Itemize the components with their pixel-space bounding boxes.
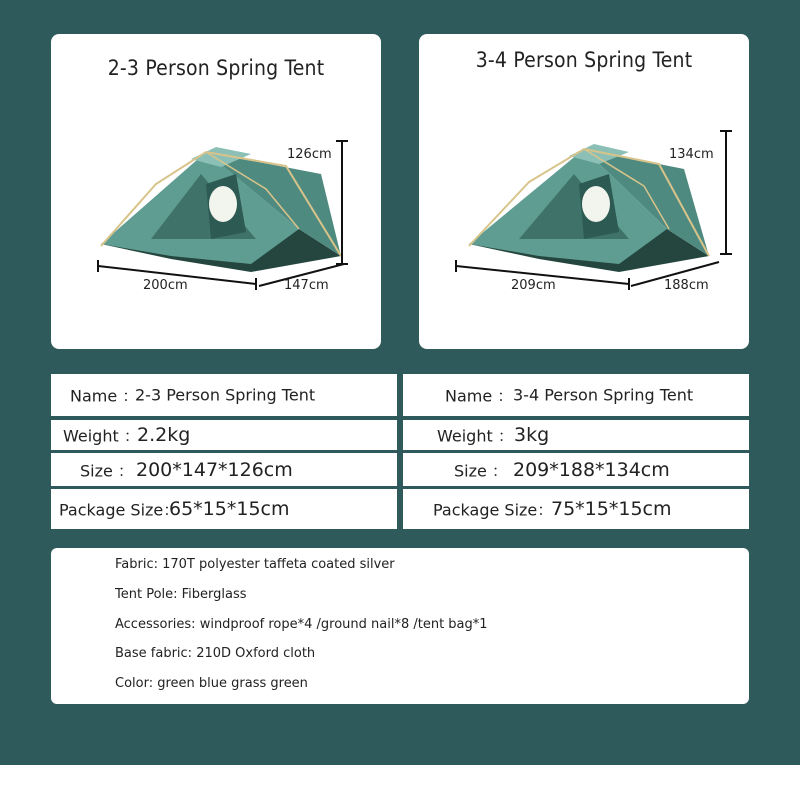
tent-card-3-4	[419, 34, 749, 349]
weight-label: Weight ：	[63, 426, 140, 446]
weight-label: Weight ：	[437, 426, 514, 446]
size-row-left	[51, 453, 397, 486]
weight-row-right	[403, 420, 749, 450]
width-label: 188cm	[664, 278, 709, 293]
tent-title: 2-3 Person Spring Tent	[107, 56, 325, 80]
name-label: Name ：	[70, 386, 139, 406]
size-label: Size ：	[454, 461, 508, 480]
tent-title: 3-4 Person Spring Tent	[475, 48, 693, 72]
package-label: Package Size：	[433, 500, 554, 520]
materials-card	[51, 548, 749, 704]
package-value: 75*15*15cm	[551, 498, 672, 520]
width-label: 147cm	[284, 278, 329, 293]
package-row-left	[51, 489, 397, 529]
weight-value: 2.2kg	[137, 424, 191, 446]
length-label: 200cm	[143, 278, 188, 293]
package-label: Package Size：	[59, 500, 180, 520]
package-value: 65*15*15cm	[169, 498, 290, 520]
weight-value: 3kg	[514, 424, 550, 446]
name-row-right	[403, 374, 749, 416]
height-label: 134cm	[669, 147, 714, 162]
accessories-spec: Accessories: windproof rope*4 /ground nail*8 /tent bag*1	[115, 617, 488, 632]
tent-card-2-3	[51, 34, 381, 349]
size-value: 200*147*126cm	[136, 458, 293, 481]
length-label: 209cm	[511, 278, 556, 293]
size-label: Size ：	[80, 461, 134, 480]
package-row-right	[403, 489, 749, 529]
weight-row-left	[51, 420, 397, 450]
name-value: 2-3 Person Spring Tent	[135, 385, 316, 405]
base-fabric-spec: Base fabric: 210D Oxford cloth	[115, 646, 316, 661]
fabric-spec: Fabric: 170T polyester taffeta coated silver	[115, 557, 395, 572]
size-row-right	[403, 453, 749, 486]
color-spec: Color: green blue grass green	[115, 676, 308, 691]
tent-pole-spec: Tent Pole: Fiberglass	[115, 587, 247, 602]
name-value: 3-4 Person Spring Tent	[513, 385, 694, 405]
tent-illustration	[419, 34, 749, 349]
name-label: Name ：	[445, 386, 514, 406]
name-row-left	[51, 374, 397, 416]
size-value: 209*188*134cm	[513, 458, 670, 481]
tent-illustration	[51, 34, 381, 349]
height-label: 126cm	[287, 147, 332, 162]
